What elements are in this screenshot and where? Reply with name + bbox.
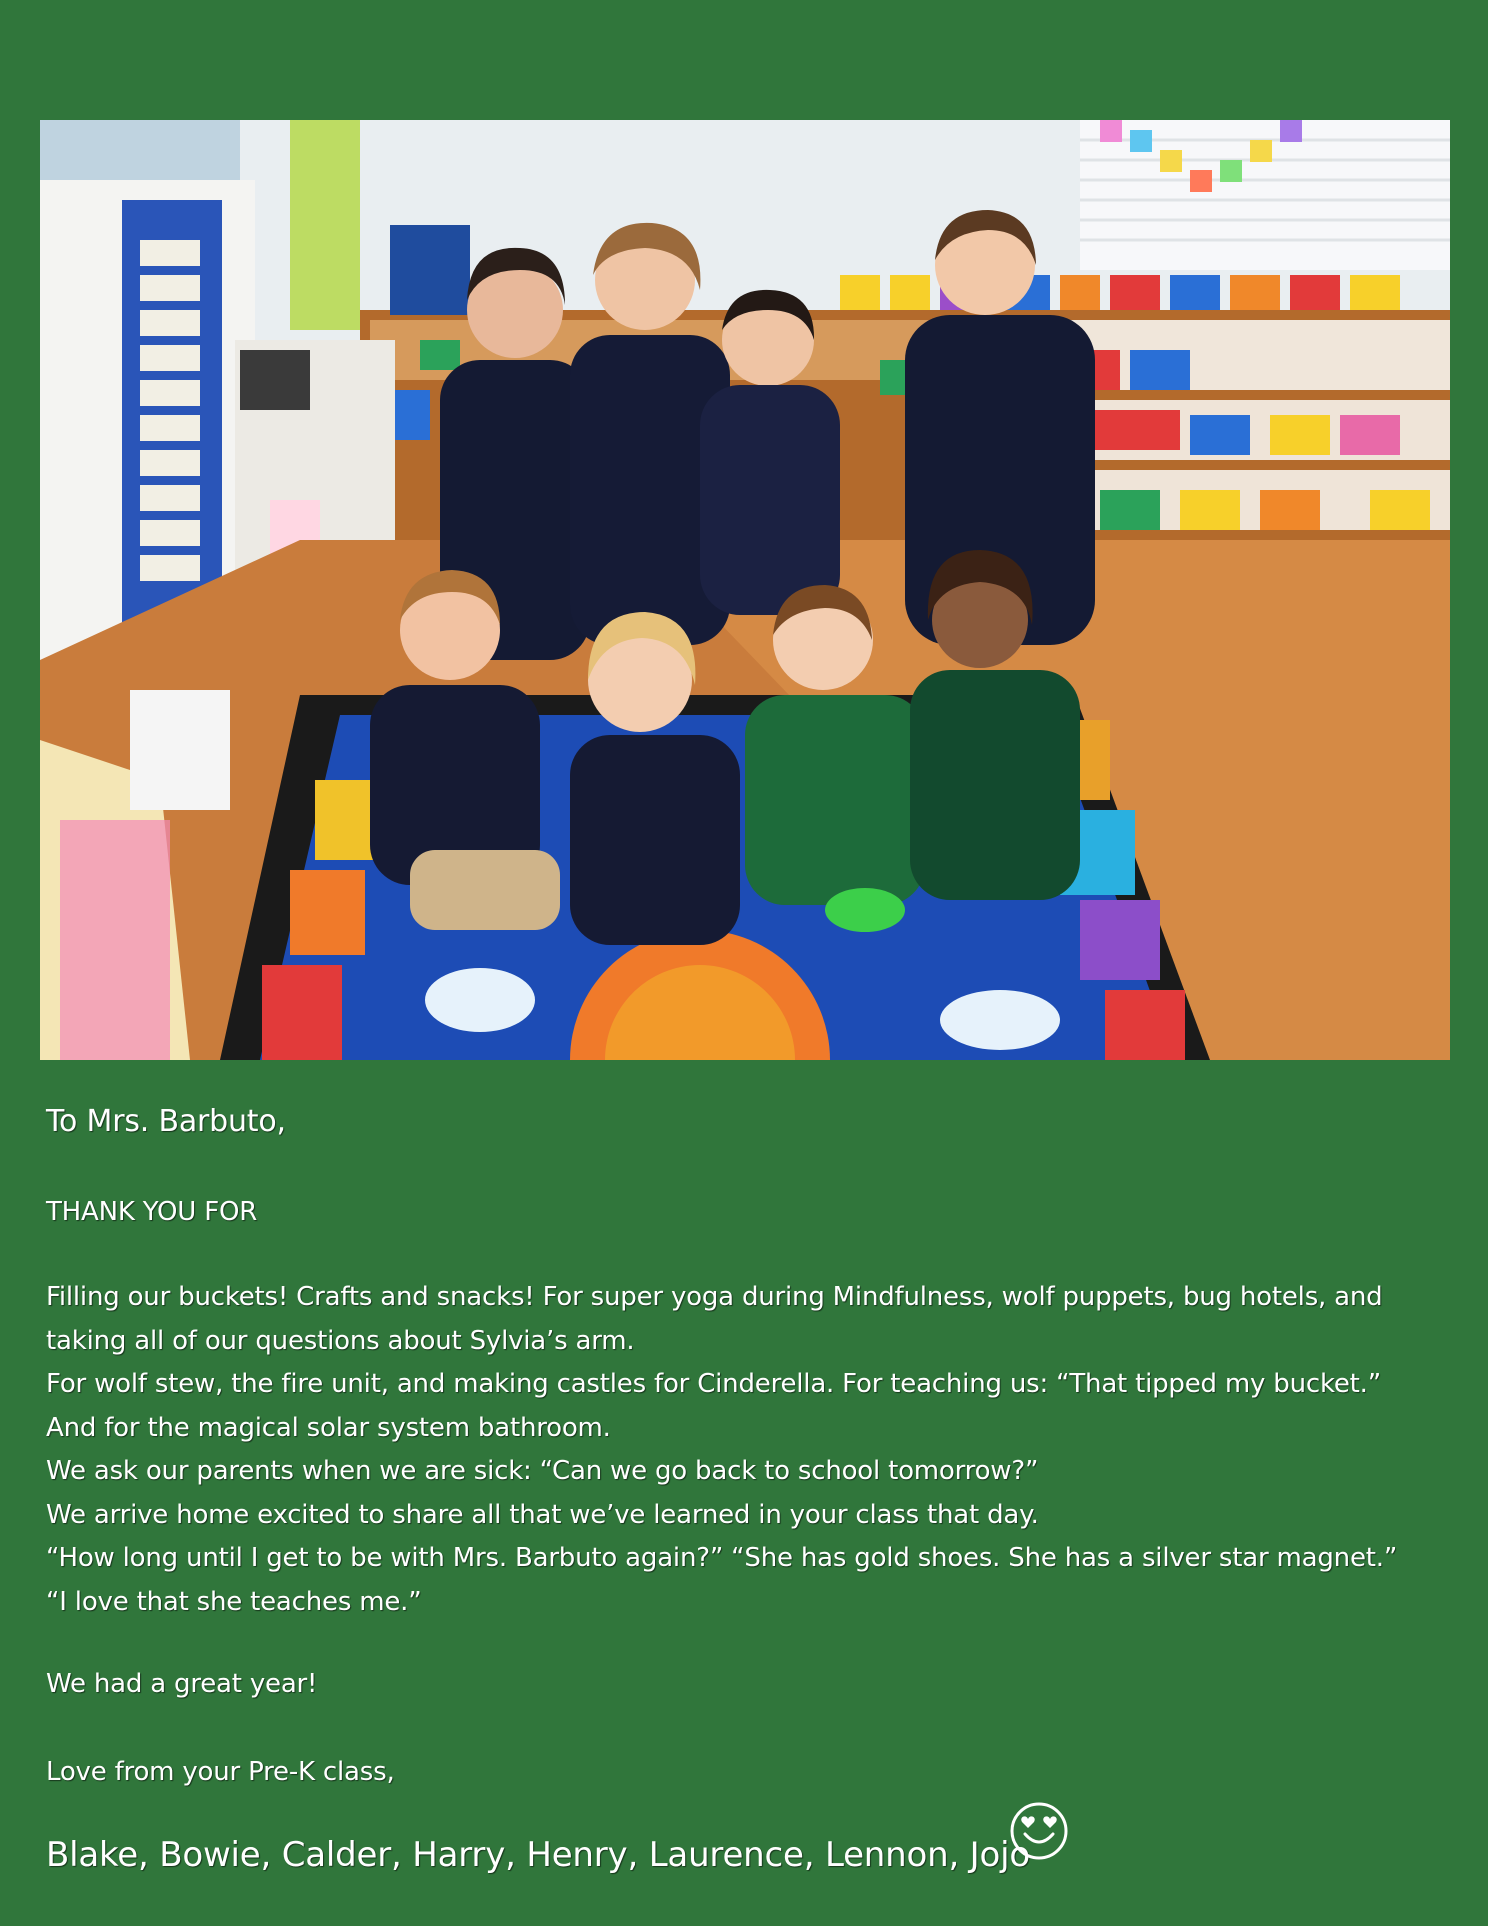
closing-line: Love from your Pre-K class, [46,1757,395,1787]
letter-line: For wolf stew, the fire unit, and making castles for Cinderella. For teaching us: “That tipped my bucket.” [46,1369,1382,1399]
letter-line: “I love that she teaches me.” [46,1586,422,1617]
letter-line: “How long until I get to be with Mrs. Barbuto again?” “She has gold shoes. She has a silver star magnet.” [46,1543,1398,1573]
student-names: Blake, Bowie, Calder, Harry, Henry, Laurence, Lennon, Jojo [46,1835,1030,1875]
letter-line: We arrive home excited to share all that we’ve learned in your class that day. [46,1499,1039,1530]
salutation: To Mrs. Barbuto, [46,1104,286,1139]
letter-line: Filling our buckets! Crafts and snacks! For super yoga during Mindfulness, wolf puppets, bug hotels, and [46,1282,1383,1312]
great-year-line: We had a great year! [46,1669,318,1699]
smiling-face-with-heart-eyes-icon [1008,1800,1070,1862]
letter-line: And for the magical solar system bathroom. [46,1412,611,1443]
letter-body [46,1276,1456,1624]
letter-line: taking all of our questions about Sylvia’s arm. [46,1325,635,1356]
class-photo [40,120,1450,1060]
letter-line: We ask our parents when we are sick: “Can we go back to school tomorrow?” [46,1456,1039,1486]
thank-you-heading: THANK YOU FOR [46,1197,258,1227]
